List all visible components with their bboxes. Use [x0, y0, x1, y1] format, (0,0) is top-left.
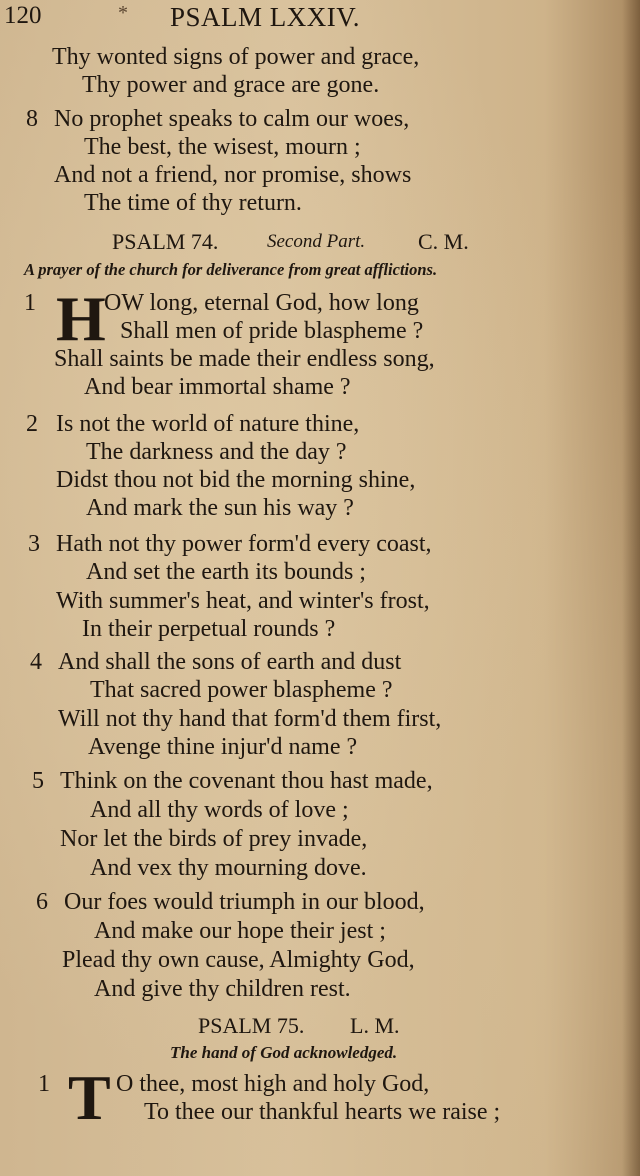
verse-8-number: 8	[26, 106, 38, 132]
header-ornament: *	[118, 2, 128, 24]
psalm-74-subtitle: A prayer of the church for deliverance from great afflictions.	[24, 260, 438, 279]
running-header-title: PSALM LXXIV.	[170, 2, 361, 32]
p74-verse-5-line-1: Think on the covenant thou hast made,	[60, 768, 433, 794]
p74-verse-5-line-2: And all thy words of love ;	[90, 797, 349, 823]
verse-8-line-3: And not a friend, nor promise, shows	[54, 162, 412, 188]
p74-verse-1-line-2: Shall men of pride blaspheme ?	[120, 318, 424, 344]
p74-verse-6-line-4: And give thy children rest.	[94, 976, 351, 1002]
verse-8-line-1: No prophet speaks to calm our woes,	[54, 106, 410, 132]
p74-verse-2-line-1: Is not the world of nature thine,	[56, 411, 360, 437]
page-number: 120	[4, 2, 42, 29]
p74-verse-3-line-4: In their perpetual rounds ?	[82, 616, 336, 642]
p74-verse-2-line-3: Didst thou not bid the morning shine,	[56, 467, 416, 493]
drop-cap-t: T	[68, 1062, 111, 1133]
p74-verse-6-line-1: Our foes would triumph in our blood,	[64, 889, 425, 915]
psalm-75-meter: L. M.	[350, 1013, 400, 1038]
p74-verse-4-line-2: That sacred power blaspheme ?	[90, 677, 393, 703]
psalm-74-part: Second Part.	[267, 231, 366, 252]
p74-verse-5-line-4: And vex thy mourning dove.	[90, 855, 367, 881]
p74-verse-4-line-1: And shall the sons of earth and dust	[58, 649, 402, 675]
p74-verse-4-line-4: Avenge thine injur'd name ?	[88, 734, 358, 760]
p74-verse-1-line-1: OW long, eternal God, how long	[104, 290, 419, 316]
intro-line-2: Thy power and grace are gone.	[82, 72, 380, 98]
p74-verse-1-line-4: And bear immortal shame ?	[84, 374, 351, 400]
p74-verse-3-line-3: With summer's heat, and winter's frost,	[56, 588, 430, 614]
page-edge-shadow	[622, 0, 640, 1176]
p74-verse-6-number: 6	[36, 889, 48, 915]
verse-8-line-4: The time of thy return.	[84, 190, 302, 216]
p74-verse-6-line-2: And make our hope their jest ;	[94, 918, 386, 944]
p74-verse-3-number: 3	[28, 531, 40, 557]
p74-verse-3-line-1: Hath not thy power form'd every coast,	[56, 531, 432, 557]
psalm-75-subtitle: The hand of God acknowledged.	[170, 1043, 398, 1062]
psalm-74-title: PSALM 74.	[112, 229, 219, 254]
p74-verse-4-line-3: Will not thy hand that form'd them first,	[58, 706, 442, 732]
p74-verse-5-line-3: Nor let the birds of prey invade,	[60, 826, 368, 852]
p74-verse-5-number: 5	[32, 768, 44, 794]
p75-verse-1-number: 1	[38, 1071, 50, 1097]
p74-verse-2-number: 2	[26, 411, 38, 437]
p74-verse-1-number: 1	[24, 290, 36, 316]
p74-verse-2-line-2: The darkness and the day ?	[86, 439, 347, 465]
verse-8-line-2: The best, the wisest, mourn ;	[84, 134, 361, 160]
drop-cap-h: H	[56, 283, 106, 354]
p74-verse-6-line-3: Plead thy own cause, Almighty God,	[62, 947, 415, 973]
p74-verse-1-line-3: Shall saints be made their endless song,	[54, 346, 435, 372]
p74-verse-4-number: 4	[30, 649, 42, 675]
psalm-75-title: PSALM 75.	[198, 1013, 305, 1038]
psalm-74-meter: C. M.	[418, 229, 469, 254]
p74-verse-3-line-2: And set the earth its bounds ;	[86, 559, 366, 585]
p75-verse-1-line-1: O thee, most high and holy God,	[116, 1071, 430, 1097]
p74-verse-2-line-4: And mark the sun his way ?	[86, 495, 354, 521]
p75-verse-1-line-2: To thee our thankful hearts we raise ;	[144, 1099, 501, 1125]
intro-line-1: Thy wonted signs of power and grace,	[52, 44, 420, 70]
